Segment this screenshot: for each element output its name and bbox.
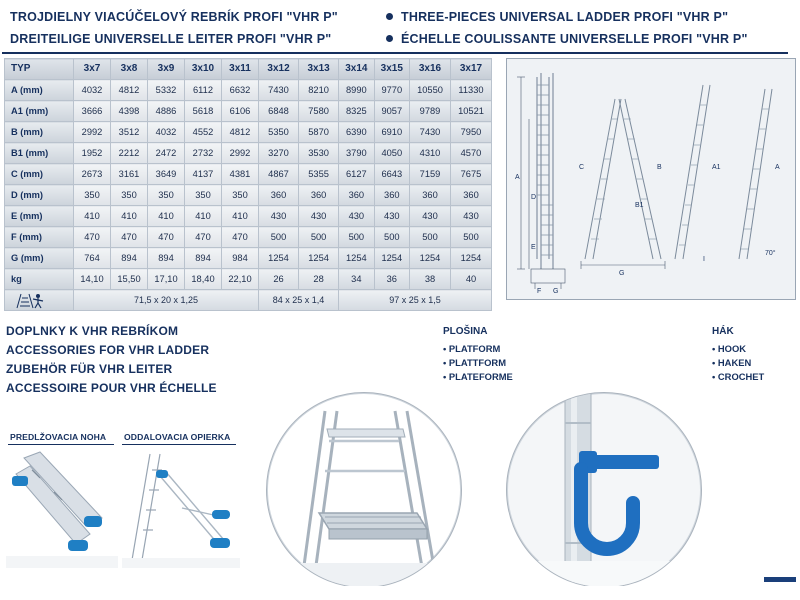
table-cell: 38 <box>410 269 451 290</box>
table-cell: 4032 <box>74 80 111 101</box>
table-cell: 9789 <box>410 101 451 122</box>
col-header: 3x16 <box>410 59 451 80</box>
table-cell: 4137 <box>185 164 222 185</box>
table-cell: 6127 <box>339 164 374 185</box>
bullet-dot-icon <box>386 35 393 42</box>
svg-text:A1: A1 <box>712 164 721 171</box>
table-cell: 1254 <box>374 248 409 269</box>
table-cell: 2212 <box>111 143 148 164</box>
profile-note: 97 x 25 x 1,5 <box>339 290 492 311</box>
table-cell: 350 <box>148 185 185 206</box>
table-row <box>5 248 492 269</box>
footer-spacer <box>0 586 800 600</box>
table-cell: 360 <box>299 185 339 206</box>
table-row <box>5 164 492 185</box>
title-row-2 <box>6 28 794 50</box>
bullet-dot-icon: • <box>712 343 716 354</box>
ladder-configurations-drawing <box>507 59 795 299</box>
table-row <box>5 143 492 164</box>
table-cell: 350 <box>185 185 222 206</box>
bullet-dot-icon: • <box>443 371 447 382</box>
table-cell: 7159 <box>410 164 451 185</box>
table-cell: 1254 <box>450 248 491 269</box>
table-row <box>5 227 492 248</box>
profile-note: 71,5 x 20 x 1,25 <box>74 290 259 311</box>
bullet-dot-icon <box>386 13 393 20</box>
table-row <box>5 122 492 143</box>
hook-photo <box>506 392 702 588</box>
table-cell: 5870 <box>299 122 339 143</box>
title-block <box>6 6 794 54</box>
row-label: B (mm) <box>5 122 74 143</box>
table-cell: 4552 <box>185 122 222 143</box>
col-header: 3x10 <box>185 59 222 80</box>
table-cell: 8990 <box>339 80 374 101</box>
table-cell: 15,50 <box>111 269 148 290</box>
table-cell: 4886 <box>148 101 185 122</box>
table-cell: 2992 <box>74 122 111 143</box>
table-cell: 410 <box>148 206 185 227</box>
table-row <box>5 101 492 122</box>
platform-title: PLOŠINA <box>443 326 488 337</box>
svg-text:E: E <box>531 244 536 251</box>
table-cell: 4032 <box>148 122 185 143</box>
table-cell: 36 <box>374 269 409 290</box>
col-header: 3x17 <box>450 59 491 80</box>
accessories-heading-block <box>6 322 436 398</box>
title-de: DREITEILIGE UNIVERSELLE LEITER PROFI "VHR P" <box>10 32 332 46</box>
table-cell: 4050 <box>374 143 409 164</box>
bullet-dot-icon: • <box>443 343 447 354</box>
title-divider <box>2 52 788 54</box>
table-cell: 360 <box>450 185 491 206</box>
table-cell: 410 <box>74 206 111 227</box>
table-cell: 4812 <box>222 122 259 143</box>
table-cell: 2673 <box>74 164 111 185</box>
table-cell: 7675 <box>450 164 491 185</box>
col-header: 3x8 <box>111 59 148 80</box>
table-cell: 9770 <box>374 80 409 101</box>
table-cell: 1254 <box>339 248 374 269</box>
bullet-dot-icon: • <box>712 371 716 382</box>
sub-label-divider-right <box>122 444 236 445</box>
table-cell: 500 <box>450 227 491 248</box>
hook-title: HÁK <box>712 326 734 337</box>
table-cell: 6643 <box>374 164 409 185</box>
sub-label-divider-left <box>8 444 114 445</box>
table-cell: 10521 <box>450 101 491 122</box>
table-cell: 1254 <box>410 248 451 269</box>
table-cell: 4867 <box>259 164 299 185</box>
table-cell: 22,10 <box>222 269 259 290</box>
table-cell: 2732 <box>185 143 222 164</box>
table-cell: 18,40 <box>185 269 222 290</box>
row-label: A1 (mm) <box>5 101 74 122</box>
spec-table <box>4 58 492 311</box>
table-cell: 7430 <box>259 80 299 101</box>
table-header-row <box>5 59 492 80</box>
list-item: • HAKEN <box>712 357 752 368</box>
accessories-heading-fr: ACCESSOIRE POUR VHR ÉCHELLE <box>6 381 217 395</box>
table-row <box>5 206 492 227</box>
table-cell: 470 <box>111 227 148 248</box>
table-cell: 3161 <box>111 164 148 185</box>
table-cell: 984 <box>222 248 259 269</box>
table-cell: 10550 <box>410 80 451 101</box>
svg-text:F: F <box>537 288 542 295</box>
accessories-heading-de: ZUBEHÖR FÜR VHR LEITER <box>6 362 173 376</box>
table-cell: 360 <box>410 185 451 206</box>
table-cell: 4812 <box>111 80 148 101</box>
col-header: 3x15 <box>374 59 409 80</box>
title-row-1 <box>6 6 794 28</box>
table-cell: 5350 <box>259 122 299 143</box>
col-header: 3x9 <box>148 59 185 80</box>
list-item: • PLATEFORME <box>443 371 513 382</box>
table-cell: 410 <box>222 206 259 227</box>
svg-text:C: C <box>579 164 585 171</box>
table-cell: 410 <box>185 206 222 227</box>
table-cell: 3530 <box>299 143 339 164</box>
table-cell: 3270 <box>259 143 299 164</box>
list-item: • PLATFORM <box>443 343 501 354</box>
profile-note: 84 x 25 x 1,4 <box>259 290 339 311</box>
table-cell: 5618 <box>185 101 222 122</box>
table-cell: 470 <box>222 227 259 248</box>
table-cell: 2472 <box>148 143 185 164</box>
accessories-heading-en: ACCESSORIES FOR VHR LADDER <box>6 343 210 357</box>
table-cell: 470 <box>185 227 222 248</box>
row-label: G (mm) <box>5 248 74 269</box>
table-cell: 410 <box>111 206 148 227</box>
row-label: B1 (mm) <box>5 143 74 164</box>
table-row-weight <box>5 269 492 290</box>
accessories-heading-sk: DOPLNKY K VHR REBRÍKOM <box>6 324 179 338</box>
table-cell: 11330 <box>450 80 491 101</box>
table-cell: 3649 <box>148 164 185 185</box>
table-cell: 2992 <box>222 143 259 164</box>
title-en: THREE-PIECES UNIVERSAL LADDER PROFI "VHR P" <box>370 10 728 24</box>
table-cell: 4310 <box>410 143 451 164</box>
table-cell: 500 <box>339 227 374 248</box>
table-cell: 500 <box>374 227 409 248</box>
table-cell: 17,10 <box>148 269 185 290</box>
row-label: C (mm) <box>5 164 74 185</box>
svg-text:B1: B1 <box>635 202 644 209</box>
row-label: D (mm) <box>5 185 74 206</box>
table-cell: 8210 <box>299 80 339 101</box>
svg-text:A: A <box>515 174 520 181</box>
col-header: 3x7 <box>74 59 111 80</box>
table-row <box>5 80 492 101</box>
table-cell: 7430 <box>410 122 451 143</box>
table-cell: 500 <box>259 227 299 248</box>
table-cell: 430 <box>374 206 409 227</box>
table-cell: 6106 <box>222 101 259 122</box>
list-item: • HOOK <box>712 343 747 354</box>
col-header: 3x13 <box>299 59 339 80</box>
svg-text:G: G <box>619 270 625 277</box>
table-cell: 430 <box>450 206 491 227</box>
technical-drawing-panel <box>506 58 796 300</box>
list-item: • CROCHET <box>712 371 765 382</box>
svg-text:70°: 70° <box>765 250 776 257</box>
table-cell: 764 <box>74 248 111 269</box>
table-cell: 3790 <box>339 143 374 164</box>
table-cell: 6632 <box>222 80 259 101</box>
table-cell: 26 <box>259 269 299 290</box>
table-cell: 6910 <box>374 122 409 143</box>
table-cell: 5355 <box>299 164 339 185</box>
extension-leg-photo <box>6 448 118 568</box>
stand-off-support-photo <box>122 448 240 568</box>
table-cell: 34 <box>339 269 374 290</box>
row-label: E (mm) <box>5 206 74 227</box>
table-cell: 360 <box>339 185 374 206</box>
table-cell: 14,10 <box>74 269 111 290</box>
row-label: F (mm) <box>5 227 74 248</box>
title-fr: ÉCHELLE COULISSANTE UNIVERSELLE PROFI "VHR P" <box>370 32 748 46</box>
svg-text:B: B <box>657 164 662 171</box>
person-on-ladder-icon <box>5 290 74 311</box>
row-label: kg <box>5 269 74 290</box>
table-cell: 6390 <box>339 122 374 143</box>
col-header: 3x12 <box>259 59 299 80</box>
platform-photo <box>266 392 462 588</box>
table-cell: 360 <box>374 185 409 206</box>
table-cell: 3512 <box>111 122 148 143</box>
spec-table-wrapper <box>4 58 492 311</box>
svg-text:I: I <box>703 256 705 263</box>
table-cell: 7950 <box>450 122 491 143</box>
table-cell: 4570 <box>450 143 491 164</box>
table-cell: 5332 <box>148 80 185 101</box>
table-cell: 430 <box>339 206 374 227</box>
table-cell: 500 <box>299 227 339 248</box>
table-cell: 7580 <box>299 101 339 122</box>
svg-text:A: A <box>775 164 780 171</box>
col-header: 3x14 <box>339 59 374 80</box>
table-cell: 1952 <box>74 143 111 164</box>
table-cell: 1254 <box>259 248 299 269</box>
table-cell: 894 <box>148 248 185 269</box>
bullet-dot-icon: • <box>443 357 447 368</box>
table-cell: 6848 <box>259 101 299 122</box>
row-label: A (mm) <box>5 80 74 101</box>
platform-list <box>443 325 513 384</box>
col-header: 3x11 <box>222 59 259 80</box>
table-cell: 4381 <box>222 164 259 185</box>
table-cell: 40 <box>450 269 491 290</box>
svg-text:D: D <box>531 194 537 201</box>
sub-label-extension-leg: PREDLŽOVACIA NOHA <box>10 432 107 442</box>
sub-label-stand-off: ODDALOVACIA OPIERKA <box>124 432 231 442</box>
page-color-marker <box>764 577 796 582</box>
table-cell: 430 <box>299 206 339 227</box>
table-cell: 470 <box>74 227 111 248</box>
table-corner-label: TYP <box>5 59 74 80</box>
table-cell: 6112 <box>185 80 222 101</box>
table-cell: 350 <box>111 185 148 206</box>
table-cell: 3666 <box>74 101 111 122</box>
table-cell: 500 <box>410 227 451 248</box>
table-cell: 9057 <box>374 101 409 122</box>
table-cell: 350 <box>74 185 111 206</box>
list-item: • PLATTFORM <box>443 357 507 368</box>
table-cell: 4398 <box>111 101 148 122</box>
table-cell: 8325 <box>339 101 374 122</box>
table-cell: 430 <box>410 206 451 227</box>
table-cell: 28 <box>299 269 339 290</box>
table-cell: 430 <box>259 206 299 227</box>
table-cell: 470 <box>148 227 185 248</box>
hook-list <box>712 325 764 384</box>
table-cell: 894 <box>111 248 148 269</box>
table-cell: 1254 <box>299 248 339 269</box>
bullet-dot-icon: • <box>712 357 716 368</box>
table-row-profile <box>5 290 492 311</box>
svg-text:G: G <box>553 288 559 295</box>
table-cell: 350 <box>222 185 259 206</box>
table-cell: 360 <box>259 185 299 206</box>
table-cell: 894 <box>185 248 222 269</box>
title-sk: TROJDIELNY VIACÚČELOVÝ REBRÍK PROFI "VHR P" <box>10 10 338 24</box>
table-row <box>5 185 492 206</box>
